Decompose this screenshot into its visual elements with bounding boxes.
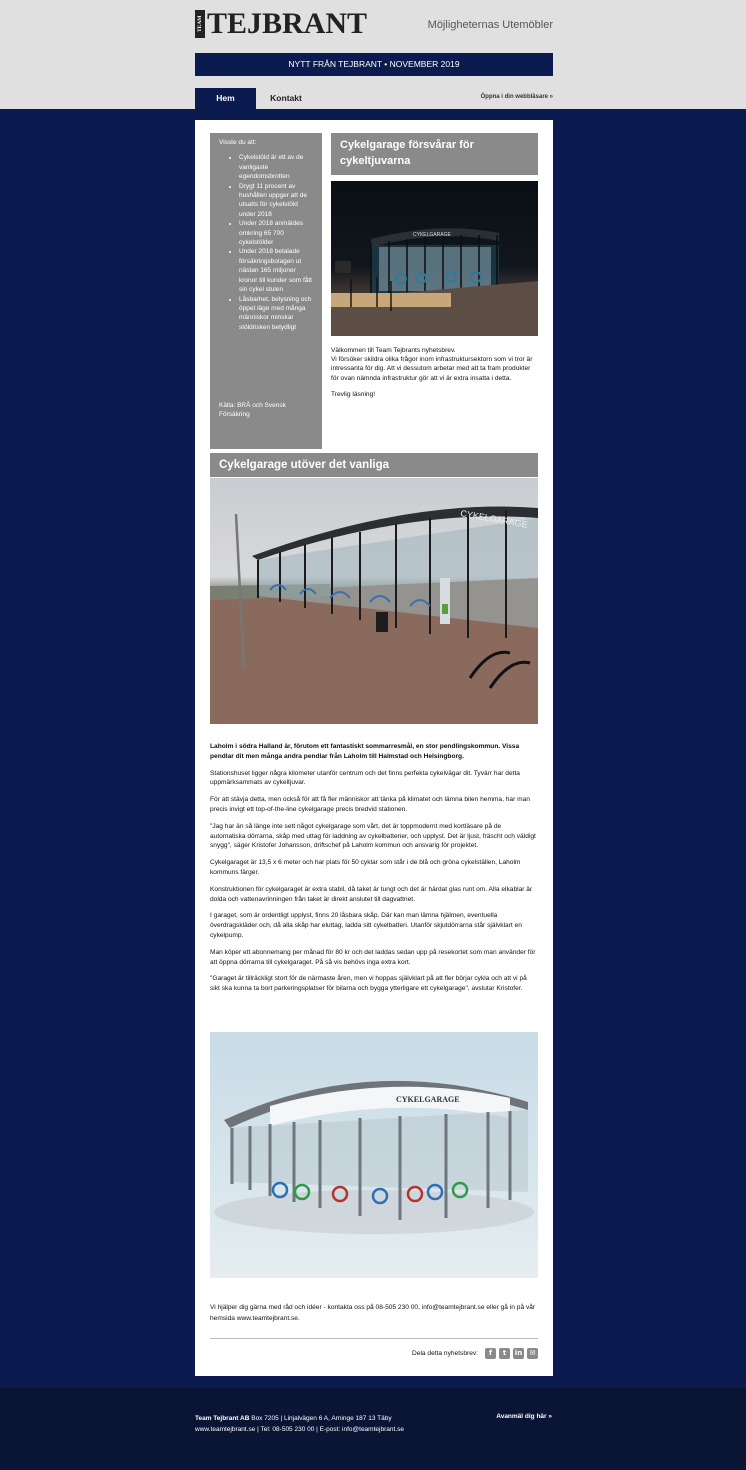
footer xyxy=(0,1388,746,1470)
logo-name-text: TEJBRANT xyxy=(207,7,368,40)
section-heading-1: Cykelgarage försvårar för cykeltjuvarna xyxy=(331,133,538,175)
fact-box xyxy=(210,133,322,449)
garage-sign-3: CYKELGARAGE xyxy=(396,1095,460,1104)
unsubscribe-link[interactable]: Avanmäl dig här » xyxy=(496,1413,552,1420)
twitter-icon[interactable]: t xyxy=(499,1348,510,1359)
night-garage-illustration xyxy=(331,181,538,336)
night-garage-photo xyxy=(331,181,538,336)
garage-sign-2: CYKELGARAGE xyxy=(459,508,529,530)
logo-team-text: TEAM xyxy=(195,10,205,38)
fact-item: • Cykelstöld är ett av de vanligaste egendomsbrotten xyxy=(239,153,313,181)
article-paragraph: Konstruktionen för cykelgaraget är extra stabil, då taket är tungt och det är härdat glas runt om. Alla elkablar är dolda och vattenavrinningen från taket är direkt anslutet till dagvattnet. xyxy=(210,885,533,903)
facebook-icon[interactable]: f xyxy=(485,1348,496,1359)
fact-item: • Drygt 11 procent av hushållen uppger att de utsatts för cykelstöld under 2018 xyxy=(239,182,313,220)
newsletter-banner: NYTT FRÅN TEJBRANT • NOVEMBER 2019 xyxy=(195,53,553,76)
share-label: Dela detta nyhetsbrev: xyxy=(412,1350,478,1357)
nav-bar xyxy=(195,88,553,109)
logo[interactable] xyxy=(195,7,368,40)
garage-sign-1: CYKELGARAGE xyxy=(413,232,451,238)
article-paragraph: "Jag har än så länge inte sett något cykelgarage som vårt, det är toppmodernt med kortläsare på de automatiska dörrarna, skåp med uttag för laddning av cykelbatterier, och upplyst. Det är ljust, fräscht och väldigt snygg", säger Kristofer Johansson, driftschef på Laholm kommun och ansvarig för projektet. xyxy=(210,822,536,850)
article-paragraph: "Garaget är tillräckligt stort för de närmaste åren, men vi hoppas självklart på att fler börjar cykla och att vi på sikt ska kunna ta bort parkeringsplatser för bilarna och bygga ytterligare ett cykelgarage", avslutar Kristofer. xyxy=(210,975,527,993)
footer-company: Team Tejbrant AB xyxy=(195,1415,250,1422)
article-text xyxy=(210,742,538,1001)
newsletter-content xyxy=(195,120,553,1376)
fact-item: • Låsbarhet, belysning och öppet läge med många människor minskar stöldrisken betydligt xyxy=(239,295,313,333)
article-paragraph: Cykelgaraget är 13,5 x 6 meter och har plats för 50 cyklar som står i de blå och gröna cykelställen, Laholm kommuns färger. xyxy=(210,859,521,876)
linkedin-icon[interactable]: in xyxy=(514,1349,523,1357)
article-paragraph: Man köper ett abonnemang per månad för 80 kr och det laddas sedan upp på resekortet som man använder för att öppna dörrarna till cykelgaraget. På så vis behövs inga extra kort. xyxy=(210,948,536,966)
article-paragraph: Stationshuset ligger några kilometer utanför centrum och det finns perfekta cykelvägar dit. Tyvärr har detta uppmärksammats av cykeltjuvar. xyxy=(210,769,520,787)
article-paragraph: I garaget, som är ordentligt upplyst, finns 20 låsbara skåp. Där kan man lämna hjälmen, eventuella överdragskläder och, då alla skåp har eluttag, ladda sitt cykelbatteri. Utanför skjutdörrarna står självklart en cykelpump. xyxy=(210,912,522,939)
header xyxy=(0,0,746,109)
section-heading-2: Cykelgarage utöver det vanliga xyxy=(210,453,538,477)
intro-welcome: Välkommen till Team Tejbrants nyhetsbrev. xyxy=(331,347,456,354)
garage-render-image xyxy=(210,1032,538,1278)
article-lead: Laholm i södra Halland är, förutom ett fantastiskt sommarresmål, en stor pendlingskommun. Vissa pendlar dit men många andra pendlar från Laholm till Halmstad och Helsingborg. xyxy=(210,743,520,760)
email-icon[interactable]: ✉ xyxy=(527,1348,538,1359)
tagline: Möjligheternas Utemöbler xyxy=(427,19,553,31)
fact-source: Källa: BRÅ och Svensk Försäkring xyxy=(219,402,286,419)
fact-item: • Under 2018 betalade försäkringsbolagen ut nästan 165 miljoner kronor till kunder som fått sin cykel stulen xyxy=(239,247,313,294)
footer-address xyxy=(195,1413,404,1435)
share-bar xyxy=(412,1348,538,1359)
contact-text: Vi hjälper dig gärna med råd och idéer - kontakta oss på 08-505 230 00, info@teamtejbrant.se eller gå in på vår hemsida www.teamtejbrant.se. xyxy=(210,1304,536,1322)
tab-home[interactable]: Hem xyxy=(195,88,256,109)
fact-item: • Under 2018 anmäldes omkring 65 700 cykelstölder xyxy=(239,219,313,247)
garage-render-illustration xyxy=(210,1032,538,1278)
footer-address-line: Box 7205 | Linjalvägen 6 A, Arninge 187 13 Täby xyxy=(249,1415,392,1422)
intro-closing: Trevlig läsning! xyxy=(331,390,376,398)
fact-box-title: Visste du att: xyxy=(219,139,257,146)
intro-text xyxy=(331,346,538,406)
intro-body: Vi försöker skildra olika frågor inom infrastruktursektorn som vi tror är intressanta för dig. Att vi dessutom arbetar med att ta fram produkter för ovan nämnda infrastruktur gör att vi är extra insatta i detta. xyxy=(331,356,533,382)
daytime-garage-illustration xyxy=(210,478,538,724)
footer-contact-line[interactable]: www.teamtejbrant.se | Tel: 08-505 230 00 | E-post: info@teamtejbrant.se xyxy=(195,1426,404,1433)
open-in-browser-link[interactable]: Öppna i din webbläsare » xyxy=(480,94,553,100)
divider xyxy=(210,1338,538,1339)
article-paragraph: För att stävja detta, men också för att få fler människor att tänka på klimatet och lämna bilen hemma, har man precis invigt ett top-of-the-line cykelgarage precis bredvid stationen. xyxy=(210,796,530,813)
tab-contact[interactable]: Kontakt xyxy=(270,93,302,103)
daytime-garage-photo xyxy=(210,478,538,724)
fact-list xyxy=(233,153,313,332)
